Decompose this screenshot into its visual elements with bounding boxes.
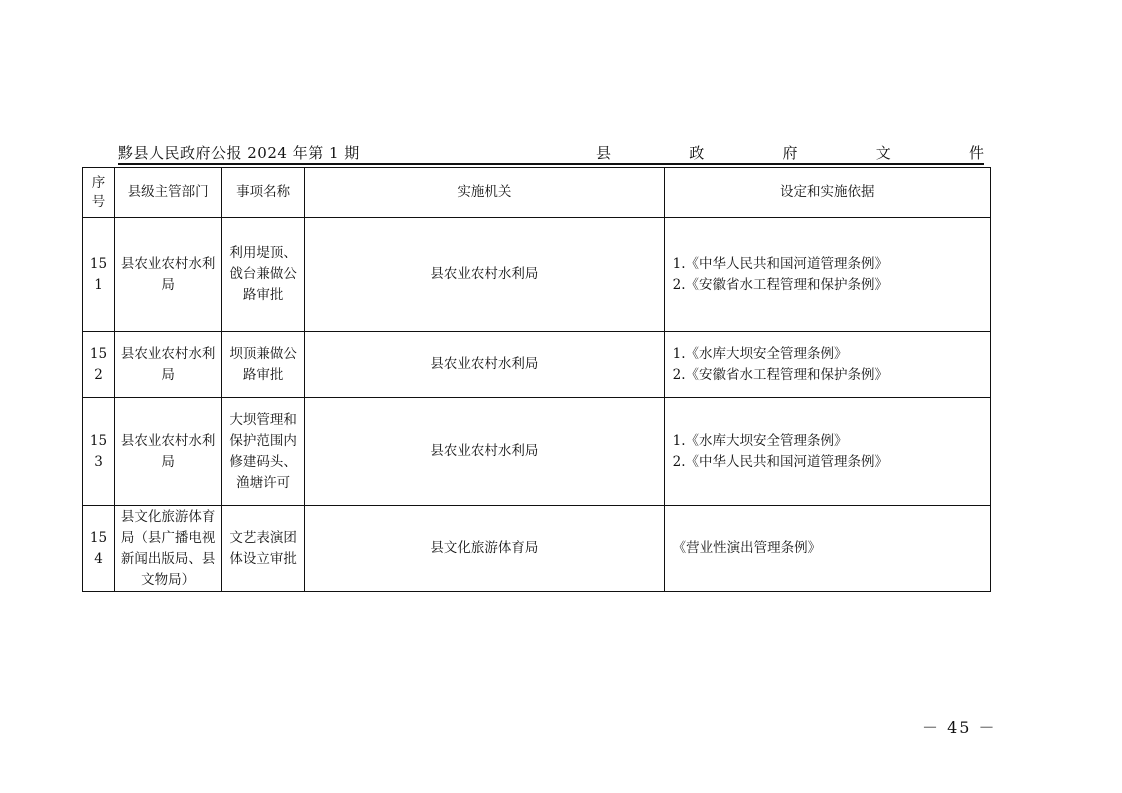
category-char: 县 xyxy=(596,144,612,162)
row-dept: 县农业农村水利局 xyxy=(115,332,222,398)
document-category xyxy=(596,142,984,163)
basis-line: 1.《水库大坝安全管理条例》 xyxy=(672,345,848,362)
table-row xyxy=(83,506,991,592)
header-rule-thick xyxy=(118,163,984,165)
row-seq: 151 xyxy=(83,218,115,332)
basis-line: 2.《安徽省水工程管理和保护条例》 xyxy=(672,276,888,293)
row-agency: 县文化旅游体育局 xyxy=(305,506,664,592)
row-seq: 154 xyxy=(83,506,115,592)
page-number: － 45 － xyxy=(922,718,997,737)
row-dept: 县文化旅游体育局（县广播电视新闻出版局、县文物局） xyxy=(115,506,222,592)
row-item: 利用堤顶、戗台兼做公路审批 xyxy=(222,218,305,332)
column-header-dept: 县级主管部门 xyxy=(115,168,222,218)
table-row xyxy=(83,398,991,506)
row-seq: 152 xyxy=(83,332,115,398)
row-agency: 县农业农村水利局 xyxy=(305,218,664,332)
running-header xyxy=(118,138,984,166)
row-dept: 县农业农村水利局 xyxy=(115,398,222,506)
table-header-row xyxy=(83,168,991,218)
row-basis xyxy=(664,332,990,398)
category-char: 府 xyxy=(782,144,798,162)
basis-line: 2.《安徽省水工程管理和保护条例》 xyxy=(672,366,888,383)
basis-line: 1.《水库大坝安全管理条例》 xyxy=(672,432,848,449)
row-item: 文艺表演团体设立审批 xyxy=(222,506,305,592)
basis-line: 1.《中华人民共和国河道管理条例》 xyxy=(672,255,888,272)
basis-line: 《营业性演出管理条例》 xyxy=(672,540,822,556)
row-agency: 县农业农村水利局 xyxy=(305,332,664,398)
row-agency: 县农业农村水利局 xyxy=(305,398,664,506)
category-char: 件 xyxy=(968,144,984,162)
row-basis xyxy=(664,398,990,506)
bulletin-title: 黟县人民政府公报 2024 年第 1 期 xyxy=(118,144,360,162)
row-basis xyxy=(664,506,990,592)
column-header-basis: 设定和实施依据 xyxy=(664,168,990,218)
approval-items-table xyxy=(82,167,991,592)
basis-line: 2.《中华人民共和国河道管理条例》 xyxy=(672,453,888,470)
category-char: 政 xyxy=(689,144,705,162)
row-seq: 153 xyxy=(83,398,115,506)
category-char: 文 xyxy=(875,144,891,162)
row-item: 坝顶兼做公路审批 xyxy=(222,332,305,398)
column-header-item: 事项名称 xyxy=(222,168,305,218)
table-row xyxy=(83,218,991,332)
row-basis xyxy=(664,218,990,332)
row-dept: 县农业农村水利局 xyxy=(115,218,222,332)
column-header-seq: 序号 xyxy=(83,168,115,218)
row-item: 大坝管理和保护范围内修建码头、渔塘许可 xyxy=(222,398,305,506)
table-row xyxy=(83,332,991,398)
column-header-agency: 实施机关 xyxy=(305,168,664,218)
